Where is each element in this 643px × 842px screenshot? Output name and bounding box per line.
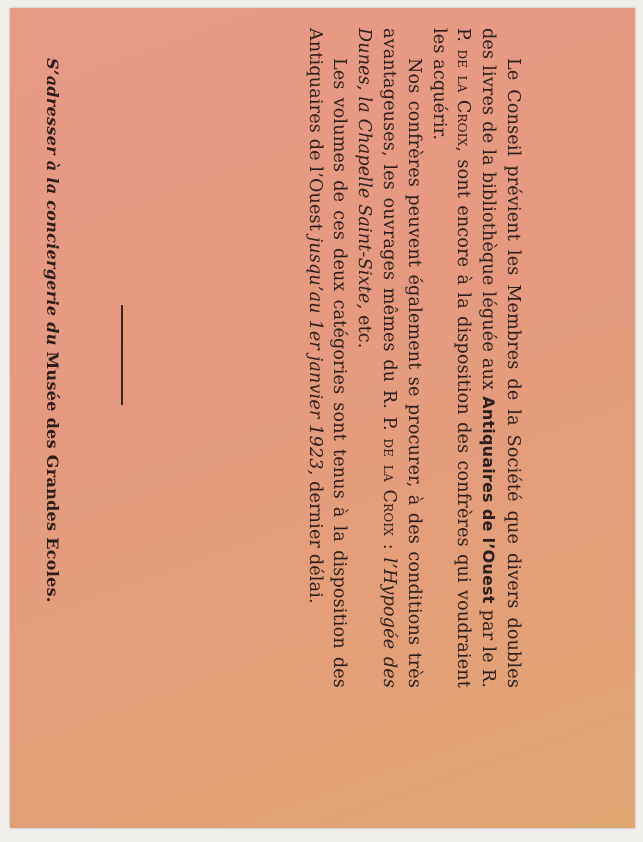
paragraph-2 bbox=[351, 28, 425, 688]
footer-lead: S’adresser à la conciergerie du bbox=[43, 58, 62, 346]
p3-text: Les volumes de ces deux catégories sont tenus à la disposition des Antiquaires de l’Ouest bbox=[304, 28, 350, 688]
p1-end: sont encore à la disposition des confrères qui voudraient les acquérir. bbox=[428, 28, 474, 688]
divider-rule bbox=[122, 305, 124, 405]
p2-italic: l’Hypogée des Dunes, la Chapelle Saint-Sixte, bbox=[354, 28, 400, 689]
footer-museum: Musée des Grandes Ecoles. bbox=[43, 351, 62, 603]
paragraph-3 bbox=[302, 28, 352, 688]
notice-body bbox=[302, 28, 525, 688]
paragraph-1 bbox=[426, 28, 525, 688]
p3-italic-2: janvier 1923, bbox=[304, 355, 325, 476]
footer-address bbox=[43, 58, 62, 778]
p3-date: 1er bbox=[304, 319, 325, 351]
p2-end: etc. bbox=[354, 315, 375, 349]
p1-text: Le Conseil prévient les Membres de la Société que divers doubles des livres de la bibliothèque léguée aux bbox=[478, 28, 523, 688]
p2-smallcaps: de la Croix : bbox=[379, 438, 400, 550]
p1-par: par le R. P. bbox=[453, 28, 499, 688]
p1-bold: Antiquaires de l’Ouest bbox=[479, 396, 499, 604]
paper-sheet bbox=[10, 8, 635, 828]
p2-text: Nos confrères peuvent également se procurer, à des conditions très avantageuses, les ouvrages mêmes du R. P. bbox=[379, 28, 424, 688]
rotated-content bbox=[43, 28, 525, 808]
p3-italic-1: jusqu’au bbox=[304, 236, 325, 314]
p1-smallcaps: de la Croix, bbox=[453, 49, 474, 153]
p3-end: dernier délai. bbox=[304, 481, 325, 604]
